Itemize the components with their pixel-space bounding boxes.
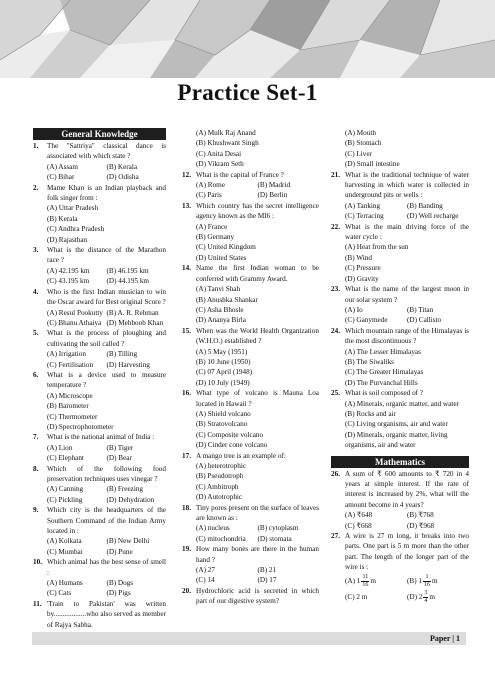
question-text: How many bones are there in the human hand ?: [196, 545, 319, 564]
question-number: 24.: [331, 326, 340, 335]
answer-option: (D) Harvesting: [106, 360, 150, 369]
question-text: Name the first Indian woman to be conferred with Grammy Award.: [196, 264, 319, 283]
answer-option: (D) The Purvanchal Hills: [345, 378, 418, 387]
answer-option: (C) Terracing: [345, 212, 384, 221]
answer-options: [33, 443, 166, 464]
question-stem: [33, 141, 166, 162]
answer-option: (D) Pigs: [106, 589, 131, 598]
answer-options: [331, 399, 469, 451]
answer-option: (C) Mumbai: [47, 547, 83, 556]
answer-option: (D) United States: [196, 253, 247, 262]
answer-option: (B) Freezing: [106, 485, 144, 494]
question-number: 9.: [33, 506, 39, 515]
answer-option: (C) mitochondria: [196, 534, 246, 543]
question-number: 14.: [182, 264, 191, 273]
answer-option: (C) Asha Bhosle: [196, 305, 244, 314]
answer-option: (B) Tilling: [106, 350, 138, 359]
answer-options: [33, 266, 166, 287]
question-number: 22.: [331, 222, 340, 231]
fraction-denominator: 4: [424, 597, 428, 604]
question-stem: [33, 599, 166, 630]
answer-option: (A) Tanking: [345, 201, 381, 210]
question-text: Which mountain range of the Himalayas is the most discontinuous ?: [345, 326, 469, 346]
answer-options: [331, 201, 469, 222]
question-stem: [182, 388, 319, 409]
question-stem: [182, 326, 319, 347]
question-number: 4.: [33, 287, 39, 296]
answer-option: (C) Liver: [345, 149, 372, 158]
option-unit: m: [370, 576, 376, 585]
question-number: 21.: [331, 170, 340, 179]
answer-options: [182, 565, 319, 586]
answer-option: (A) Minerals, organic matter, and water: [345, 399, 459, 408]
question-stem: [182, 586, 319, 607]
answer-option: (C) Ambitroph: [196, 482, 239, 491]
answer-options: [182, 523, 319, 544]
question-text: Which country has the secret intelligence agency known as the MI6 :: [196, 201, 319, 221]
answer-option: (D) Small intestine: [345, 160, 400, 169]
answer-options: [182, 222, 319, 264]
question-stem: [182, 263, 319, 284]
answer-option: (D) ₹968: [407, 521, 435, 530]
question-stem: [331, 469, 469, 511]
question-item: [182, 451, 319, 503]
question-list: [33, 141, 166, 630]
option-label: (C) 2 m: [345, 592, 368, 601]
question-text: 'Train to Pakistan' was written by..................who also served as member of Rajya Sabha.: [47, 599, 166, 629]
question-item: [331, 469, 469, 531]
question-text: What is the capital of France ?: [196, 170, 284, 179]
question-text: What is the traditional technique of water harvesting in which water is collected in underground pits or wells :: [345, 170, 469, 200]
question-item: [33, 245, 166, 287]
question-item: [33, 464, 166, 506]
answer-option: (D) stomata: [257, 534, 292, 543]
answer-option: (B) A. R. Rehman: [106, 308, 159, 317]
answer-option: (A) Irrigation: [47, 350, 86, 359]
question-item: [33, 287, 166, 329]
question-stem: [33, 328, 166, 349]
question-number: 15.: [182, 326, 191, 335]
answer-option: (B) 46.195 km: [106, 266, 149, 275]
question-item: [182, 201, 319, 263]
answer-option: (D) Mehboob Khan: [106, 318, 164, 327]
question-text: Mame Khan is an Indian playback and folk singer from :: [47, 183, 166, 203]
question-number: 1.: [33, 142, 39, 150]
answer-option: (A) Tanvi Shah: [196, 285, 241, 294]
question-text: A sum of ₹ 600 amounts to ₹ 720 in 4 years at simple interest. If the rate of interest is increased by 2%, what will the amount become in 4 years?: [345, 469, 469, 509]
question-stem: [33, 245, 166, 266]
footer-bar: [32, 632, 466, 645]
fraction-numerator: 3: [424, 589, 428, 596]
answer-options: [182, 284, 319, 326]
answer-option: (B) Pseudotroph: [196, 472, 244, 481]
question-number: 2.: [33, 183, 39, 192]
answer-option: (C) Ganymede: [345, 316, 388, 325]
question-number: 8.: [33, 464, 39, 473]
answer-option: (D) Autotrophic: [196, 493, 243, 502]
answer-option: (D) Cinder cone volcano: [196, 441, 268, 450]
answer-options: [331, 305, 469, 326]
question-item: [331, 222, 469, 284]
question-item: [331, 388, 469, 450]
answer-option: (A) Rome: [196, 181, 225, 190]
question-item: [182, 128, 319, 170]
column-2: [182, 128, 319, 607]
answer-option: (A) heterotrophic: [196, 462, 247, 470]
answer-option: (A) Heat from the sun: [345, 243, 409, 252]
question-number: 5.: [33, 329, 39, 338]
answer-option: (A) Resul Pookutty: [47, 308, 103, 317]
answer-options: [331, 347, 469, 389]
page-footer-label: Paper | 1: [429, 634, 460, 643]
answer-option: (A) Io: [345, 305, 363, 314]
decorative-header-banner: [0, 0, 495, 78]
question-text: What is the process of ploughing and cultivating the soil called ?: [47, 329, 166, 348]
answer-option: (C) Andhra Pradesh: [47, 225, 105, 234]
answer-option: (D) Pune: [106, 547, 133, 556]
answer-option: (C) Elephant: [47, 454, 84, 463]
answer-option: (D) 44.195 km: [106, 277, 150, 286]
answer-options: [33, 308, 166, 329]
question-list: [331, 128, 469, 451]
question-stem: [182, 201, 319, 222]
column-3: [331, 128, 469, 605]
section-heading-mathematics: Mathematics: [331, 456, 469, 468]
answer-option: (C) The Greater Himalayas: [345, 368, 424, 377]
question-text: What is a device used to measure temperature ?: [47, 370, 166, 390]
answer-option: (C) Pickling: [47, 495, 83, 504]
question-number: 11.: [33, 599, 42, 608]
question-number: 13.: [182, 201, 191, 210]
question-stem: [33, 464, 166, 485]
fraction-numerator: 11: [362, 573, 369, 580]
question-item: [331, 128, 469, 170]
answer-option: (B) Titan: [407, 305, 434, 314]
answer-option: (B) cytoplasm: [257, 524, 299, 533]
question-text: The "Sattriya" classical dance is associated with which state ?: [47, 142, 166, 161]
question-text: A wire is 27 m long, it breaks into two parts. One part is 5 m more than the other part. The length of the longer part of the wire is :: [345, 532, 469, 572]
answer-option: (C) ₹668: [345, 521, 372, 530]
answer-option: (C) Living organisms, air and water: [345, 420, 448, 429]
answer-option: (D) Bear: [106, 454, 132, 463]
question-text: Hydrochloric acid is secreted in which part of our digestive system?: [196, 586, 319, 606]
fraction: [361, 574, 369, 589]
answer-option: (C) Bhanu Athaiya: [47, 318, 102, 327]
question-text: What is soil composed of ?: [345, 389, 424, 398]
answer-option: (B) Tiger: [106, 443, 134, 452]
question-item: [331, 284, 469, 326]
answer-option: (C) Paris: [196, 191, 222, 200]
question-stem: [331, 531, 469, 573]
answer-option: (B) 21: [257, 566, 277, 575]
section-heading-general-knowledge: General Knowledge: [33, 128, 166, 140]
question-text: Which of the following food preservation techniques uses vinegar ?: [47, 464, 166, 483]
question-item: [182, 326, 319, 388]
answer-option: (C) Fertilisation: [47, 360, 94, 369]
question-number: 18.: [182, 503, 191, 512]
question-number: 3.: [33, 246, 39, 255]
answer-option: (A) nucleus: [196, 524, 230, 533]
question-item: [182, 586, 319, 607]
question-item: [33, 599, 166, 630]
answer-option: (C) Thermometer: [47, 412, 98, 421]
answer-option: (B) ₹768: [407, 511, 434, 520]
answer-option: (A) 27: [196, 566, 215, 575]
question-item: [33, 370, 166, 432]
answer-option: (C) United Kingdom: [196, 243, 256, 252]
answer-option: (B) Kerala: [47, 214, 78, 223]
option-unit: m: [429, 592, 435, 601]
question-item: [182, 544, 319, 586]
answer-option: (A) 42.195 km: [47, 266, 90, 275]
question-item: [33, 432, 166, 463]
answer-option: (B) New Delhi: [106, 537, 150, 546]
answer-option: (D) 10 July (1949): [196, 378, 250, 387]
question-number: 19.: [182, 545, 191, 554]
fraction: [423, 574, 431, 589]
question-item: [33, 141, 166, 183]
answer-option: (A) ₹648: [345, 511, 373, 520]
question-text: Tiny pores present on the surface of leaves are known as :: [196, 503, 319, 523]
answer-option: (B) Anushka Shankar: [196, 295, 258, 304]
question-item: [182, 503, 319, 545]
question-number: 20.: [182, 586, 191, 595]
question-stem: [331, 326, 469, 347]
answer-option: (A) Uttar Pradesh: [47, 204, 99, 213]
answer-option: (A) Shield volcano: [196, 409, 251, 418]
question-number: 10.: [33, 558, 42, 567]
answer-options: [33, 536, 166, 557]
question-stem: [33, 557, 166, 578]
answer-option: (A) France: [196, 222, 228, 231]
question-text: What is the name of the largest moon in our solar system ?: [345, 285, 469, 304]
answer-option: (D) Ananya Birla: [196, 316, 246, 325]
option-unit: m: [431, 576, 438, 585]
answer-option: (B) Stomach: [345, 139, 382, 148]
option-label: (D) 2: [407, 592, 423, 601]
column-1: [33, 128, 166, 630]
question-text: What is the national animal of India :: [47, 433, 155, 442]
answer-options: [33, 578, 166, 599]
answer-option: (D) 17: [257, 576, 277, 585]
page-title: Practice Set-1: [177, 80, 318, 105]
question-number: 12.: [182, 170, 191, 179]
answer-options: [182, 128, 319, 170]
answer-option: (B) Kerala: [106, 162, 138, 171]
question-stem: [33, 370, 166, 391]
answer-option: (A) Humans: [47, 579, 83, 588]
answer-option: (D) Odisha: [106, 173, 139, 182]
answer-options: [33, 203, 166, 245]
fraction-numerator: 1: [423, 574, 431, 582]
option-label: (B) 1: [407, 576, 422, 585]
answer-option: [407, 589, 469, 605]
question-item: [331, 326, 469, 388]
answer-option: (C) 07 April (1948): [196, 368, 253, 377]
question-number: 16.: [182, 389, 191, 398]
question-stem: [33, 287, 166, 308]
answer-option: [407, 573, 469, 589]
answer-options: [33, 484, 166, 505]
answer-option: [345, 589, 407, 605]
answer-option: (B) 10 June (1950): [196, 357, 251, 366]
answer-options: [33, 349, 166, 370]
question-item: [331, 531, 469, 573]
answer-option: (A) Mouth: [345, 129, 376, 137]
answer-option: (A) Assam: [47, 162, 78, 171]
answer-option: [345, 573, 407, 589]
answer-option: (C) Bihar: [47, 173, 75, 182]
question-number: 23.: [331, 285, 340, 294]
question-text: Which city is the headquarters of the Southern Command of the Indian Army located in :: [47, 506, 166, 536]
answer-option: (A) 5 May (1951): [196, 347, 248, 356]
question-number: 25.: [331, 389, 340, 398]
answer-option: (B) Madrid: [257, 181, 291, 190]
answer-options: [182, 409, 319, 451]
question-stem: [33, 183, 166, 204]
question-text: What is the distance of the Marathon race ?: [47, 246, 166, 265]
question-stem: [331, 284, 469, 305]
question-stem: [182, 544, 319, 565]
answer-option: (A) Microscope: [47, 391, 93, 400]
answer-option: (B) Stratovolcano: [196, 420, 248, 429]
question-list: [182, 128, 319, 607]
answer-option: (D) Dehydration: [106, 495, 155, 504]
answer-option: (D) Rajasthan: [47, 235, 88, 244]
answer-option: (B) Barometer: [47, 402, 89, 411]
answer-option: (A) Mulk Raj Anand: [196, 129, 256, 137]
answer-options: [182, 180, 319, 201]
answer-option: (C) 14: [196, 576, 215, 585]
answer-option: (D) Spectrophotometer: [47, 422, 114, 431]
question-stem: [331, 388, 469, 398]
question-stem: [33, 505, 166, 536]
answer-option: (B) Rocks and air: [345, 409, 396, 418]
answer-option: (B) Wind: [345, 253, 372, 262]
fraction-denominator: 16: [423, 581, 430, 588]
answer-option: (D) Berlin: [257, 191, 288, 200]
answer-options: [182, 461, 319, 503]
answer-options: [182, 347, 319, 389]
answer-options: [33, 162, 166, 183]
question-item: [331, 170, 469, 222]
q27-options: [331, 573, 469, 605]
question-item: [33, 183, 166, 245]
question-number: 7.: [33, 433, 39, 442]
answer-option: (C) 43.195 km: [47, 277, 90, 286]
question-text: What type of volcano is Mauna Loa located in Hawaii ?: [196, 389, 319, 408]
answer-option: (C) Cats: [47, 589, 72, 598]
question-number: 27.: [331, 532, 340, 541]
answer-option: (A) Kolkata: [47, 537, 82, 546]
question-stem: [331, 222, 469, 243]
question-item: [33, 557, 166, 599]
answer-options: [331, 242, 469, 284]
question-text: Who is the first Indian musician to win the Oscar award for Best original Score ?: [47, 287, 166, 307]
answer-option: (B) The Siwaliks: [345, 357, 394, 366]
answer-options: [331, 510, 469, 531]
answer-option: (A) Canning: [47, 485, 84, 494]
fraction-denominator: 16: [362, 581, 369, 588]
answer-option: (A) The Lesser Himalayas: [345, 347, 421, 356]
option-label: (A) 1: [345, 576, 361, 585]
question-item: [182, 388, 319, 450]
question-stem: [331, 170, 469, 201]
answer-option: (C) Composite volcano: [196, 430, 264, 439]
answer-option: (D) Vikram Seth: [196, 160, 244, 169]
question-number: 26.: [331, 469, 340, 478]
answer-options: [331, 128, 469, 170]
question-text: A mango tree is an example of:: [196, 451, 286, 460]
answer-option: (B) Dogs: [106, 579, 134, 588]
answer-option: (B) Khushwant Singh: [196, 139, 259, 148]
answer-option: (D) Callisto: [407, 316, 442, 325]
question-stem: [33, 432, 166, 442]
question-item: [182, 263, 319, 325]
fraction: [423, 590, 428, 605]
question-text: What is the main driving force of the water cycle :: [345, 222, 469, 242]
answer-option: (D) Well recharge: [407, 212, 459, 221]
question-number: 6.: [33, 370, 39, 379]
question-item: [33, 328, 166, 370]
question-number: 17.: [182, 451, 191, 460]
question-item: [33, 505, 166, 557]
question-text: When was the World Health Organization (W.H.O.) established ?: [196, 326, 319, 346]
question-stem: [182, 451, 319, 461]
answer-option: (B) Banding: [407, 201, 443, 210]
answer-option: (A) Lion: [47, 443, 73, 452]
question-stem: [182, 170, 319, 180]
question-text: Which animal has the best sense of smell :: [47, 558, 166, 577]
answer-option: (C) Anita Desai: [196, 149, 242, 158]
answer-options: [33, 391, 166, 433]
answer-option: (D) Minerals, organic matter, living organisms, air and water: [345, 430, 448, 450]
question-item: [182, 170, 319, 201]
answer-option: (C) Pressure: [345, 264, 381, 273]
answer-option: (B) Germany: [196, 233, 235, 242]
question-list: [331, 469, 469, 573]
answer-option: (D) Gravity: [345, 274, 379, 283]
question-stem: [182, 503, 319, 524]
